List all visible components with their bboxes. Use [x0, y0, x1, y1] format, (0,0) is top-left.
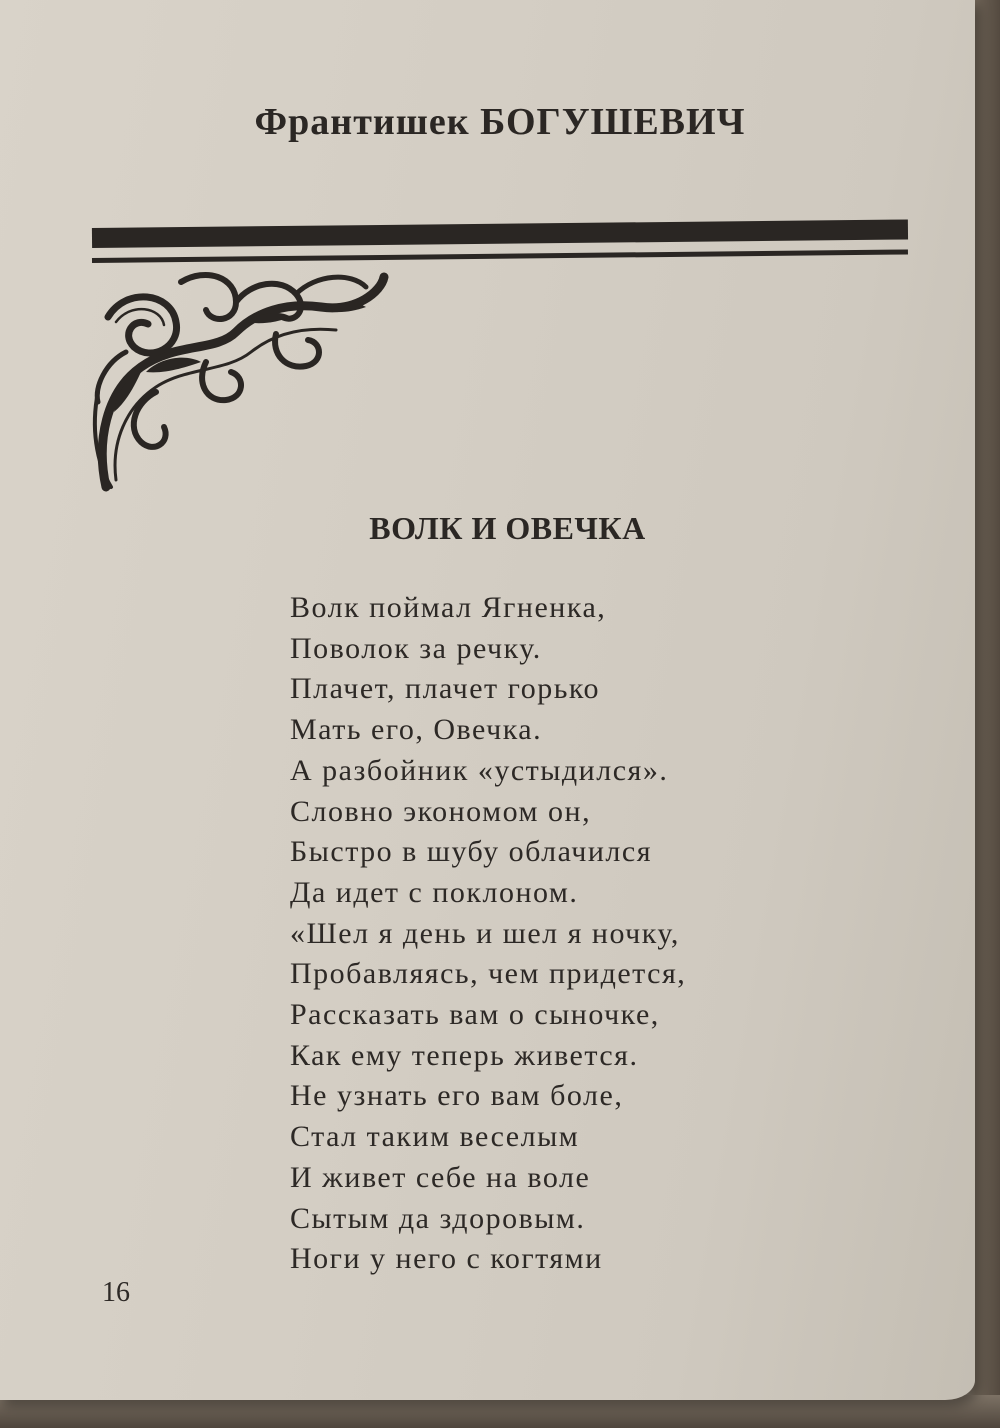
poem-line: Не узнать его вам боле, [290, 1079, 624, 1113]
poem-line: Рассказать вам о сыночке, [290, 998, 660, 1032]
page-number: 16 [102, 1277, 130, 1308]
ornament-scroll-icon [86, 262, 396, 492]
poem-body [290, 588, 686, 1280]
decorative-rule-thin [92, 249, 908, 263]
poem-line: Плачет, плачет горько [290, 672, 600, 706]
poem-line: Ноги у него с когтями [290, 1242, 603, 1276]
poem-line: Мать его, Овечка. [290, 713, 543, 747]
poem-line: Да идет с поклоном. [290, 875, 579, 909]
poem-title: ВОЛК И ОВЕЧКА [369, 510, 646, 546]
poem-line: Быстро в шубу облачился [290, 835, 652, 869]
decorative-rule-thick [92, 219, 908, 248]
poem-line: «Шел я день и шел я ночку, [290, 916, 680, 950]
poem-line: Как ему теперь живется. [290, 1038, 639, 1072]
poem-line: И живет себе на воле [290, 1160, 591, 1194]
poem-line: Сытым да здоровым. [290, 1201, 586, 1235]
poem-line: Словно экономом он, [290, 794, 592, 828]
poem-line: А разбойник «устыдился». [290, 753, 669, 787]
poem-line: Поволок за речку. [290, 631, 542, 665]
poem-line: Стал таким веселым [290, 1120, 580, 1154]
author-heading: Франтишек БОГУШЕВИЧ [254, 101, 746, 143]
poem-line: Волк поймал Ягненка, [290, 591, 607, 624]
poem-line: Пробавляясь, чем придется, [290, 957, 687, 991]
